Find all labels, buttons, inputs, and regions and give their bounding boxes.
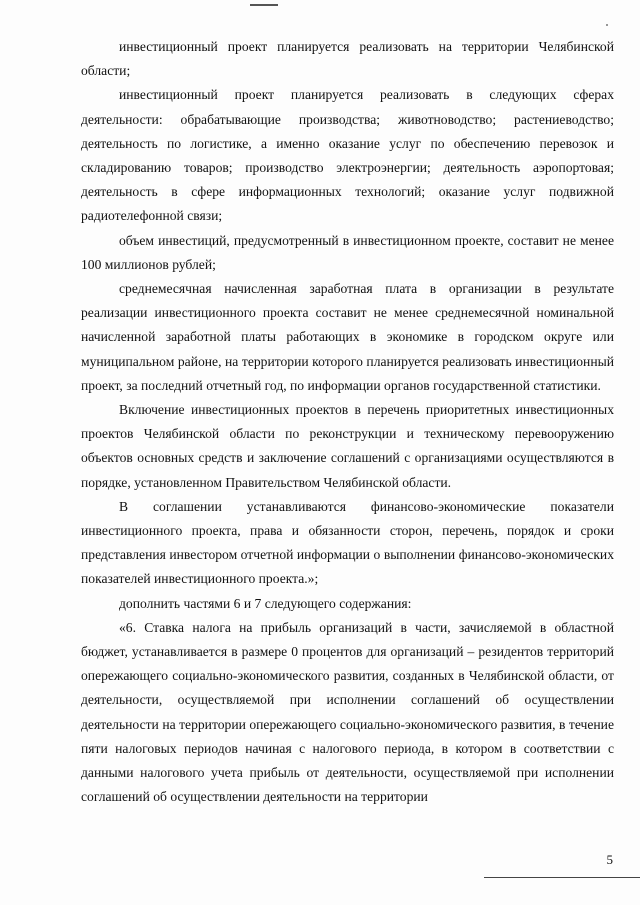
document-body — [81, 35, 614, 810]
scan-artifact — [250, 4, 278, 6]
paragraph-8: «6. Ставка налога на прибыль организаций в части, зачисляемой в областной бюджет, устанавливается в размере 0 процентов для организаций – резидентов территорий опережающего социально-экономического развития, созданных в Челябинской области, от деятельности, осуществляемой при исполнении соглашений об осуществлении деятельности на территории опережающего социально-экономического развития, в течение пяти налоговых периодов начиная с налогового периода, в котором в соответствии с данными налогового учета прибыль от деятельности, осуществляемой при исполнении соглашений об осуществлении деятельности на территории — [81, 619, 614, 805]
scan-speck — [606, 24, 608, 26]
paragraph-1: инвестиционный проект планируется реализовать на территории Челябинской области; — [81, 39, 614, 79]
paragraph-2: инвестиционный проект планируется реализовать в следующих сферах деятельности: обрабатывающие производства; животноводство; растениеводство; деятельность по логистике, а именно оказание услуг по обеспечению перевозок и складированию товаров; производство электроэнергии; деятельность аэропортовая; деятельность в сфере информационных технологий; оказание услуг подвижной радиотелефонной связи; — [81, 87, 614, 224]
paragraph-3: объем инвестиций, предусмотренный в инвестиционном проекте, составит не менее 100 миллионов рублей; — [81, 232, 614, 272]
bottom-rule — [484, 877, 640, 878]
page-number: 5 — [606, 852, 613, 867]
paragraph-4: среднемесячная начисленная заработная плата в организации в результате реализации инвестиционного проекта составит не менее среднемесячной номинальной начисленной заработной платы работающих в экономике в городском округе или муниципальном районе, на территории которого планируется реализовать инвестиционный проект, за последний отчетный год, по информации органов государственной статистики. — [81, 281, 614, 393]
paragraph-6: В соглашении устанавливаются финансово-экономические показатели инвестиционного проекта, права и обязанности сторон, перечень, порядок и сроки представления инвестором отчетной информации о выполнении финансово-экономических показателей инвестиционного проекта.»; — [81, 498, 614, 587]
paragraph-5: Включение инвестиционных проектов в перечень приоритетных инвестиционных проектов Челябинской области по реконструкции и техническому перевооружению объектов основных средств и заключение соглашений с организациями осуществляются в порядке, установленном Правительством Челябинской области. — [81, 402, 614, 490]
paragraph-7: дополнить частями 6 и 7 следующего содержания: — [119, 595, 412, 611]
